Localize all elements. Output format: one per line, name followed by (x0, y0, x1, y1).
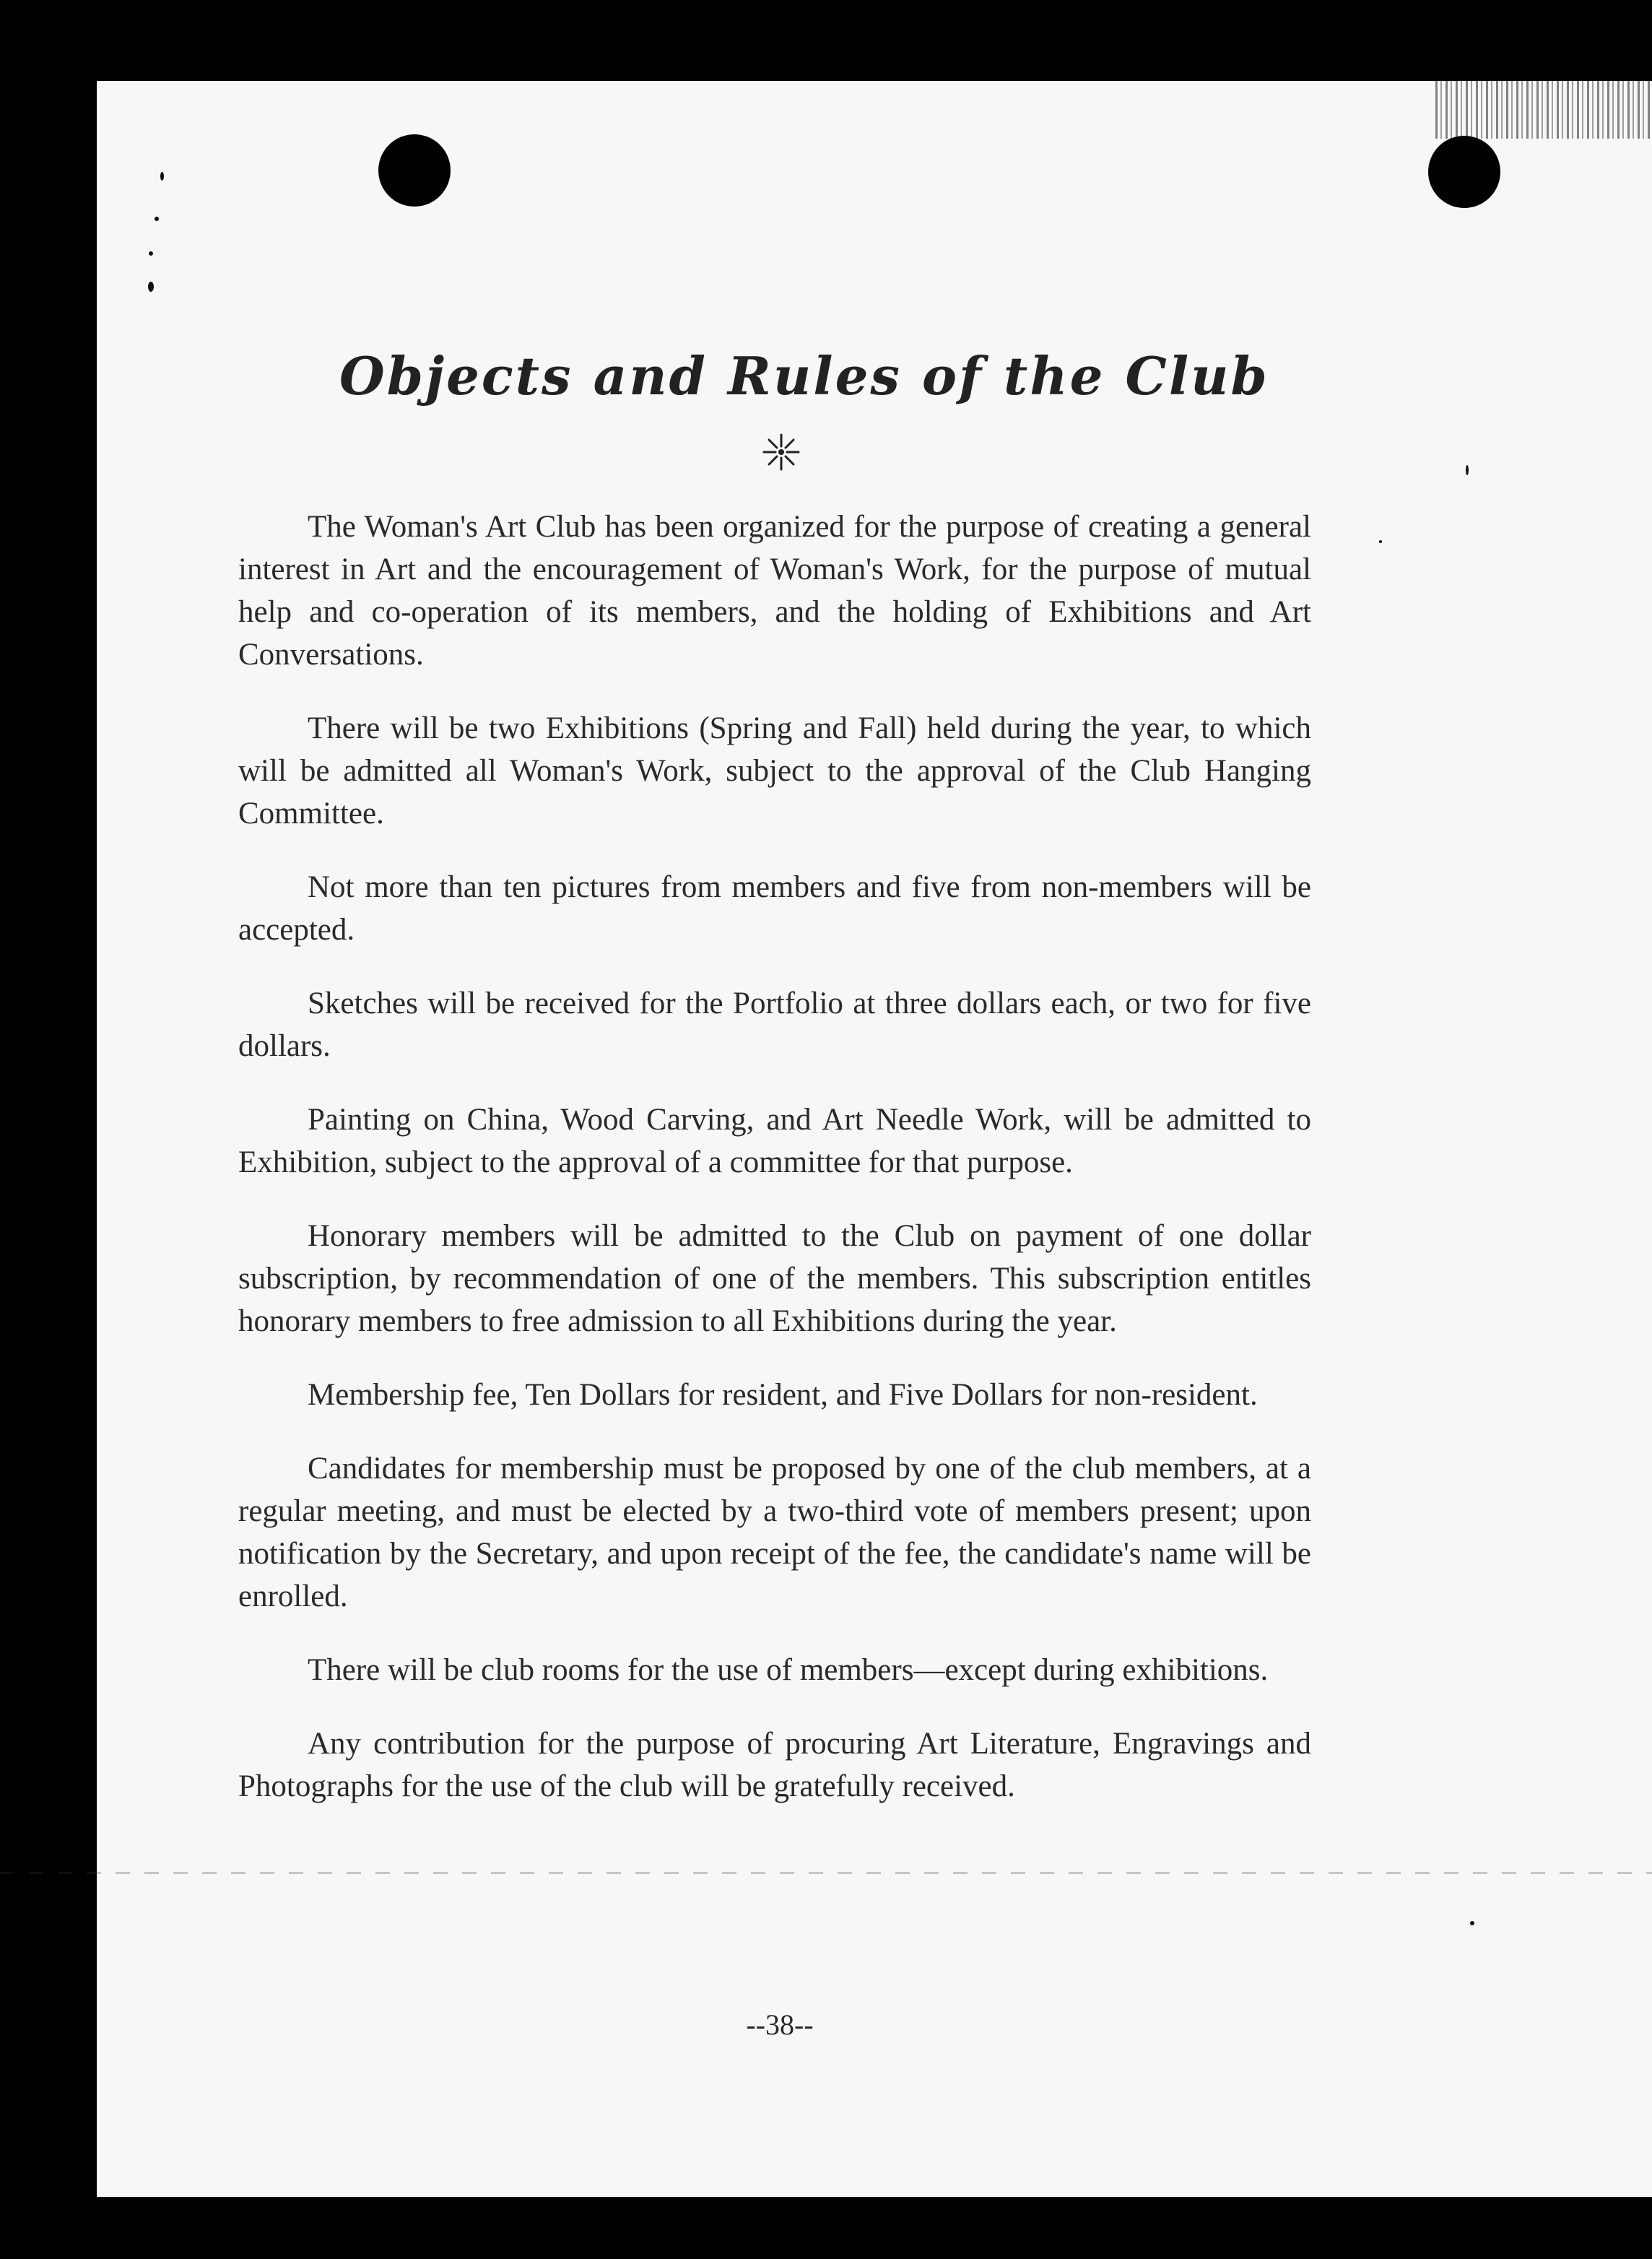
punch-hole-right (1428, 136, 1500, 208)
paragraph-honorary-members: Honorary members will be admitted to the Club on payment of one dollar subscription, by recommendation of one of the members. This subscription entitles honorary members to free admission to all Exhibitions during the year. (238, 1219, 1311, 1338)
paragraph-exhibitions: There will be two Exhibitions (Spring and Fall) held during the year, to which will be admitted all Woman's Work, subject to the approval of the Club Hanging Committee. (238, 711, 1311, 831)
paragraph-crafts: Painting on China, Wood Carving, and Art Needle Work, will be admitted to Exhibition, subject to the approval of a committee for that purpose. (238, 1103, 1311, 1179)
margin-speck (1466, 465, 1469, 475)
page-number: --38-- (746, 2008, 814, 2041)
paragraph-contributions: Any contribution for the purpose of procuring Art Literature, Engravings and Photographs for the use of the club will be gratefully received. (238, 1727, 1311, 1803)
margin-speck (1470, 1921, 1474, 1925)
paragraph-purpose: The Woman's Art Club has been organized for the purpose of creating a general interest in Art and the encouragement of Woman's Work, for the purpose of mutual help and co-operation of its members, and the holding of Exhibitions and Art Conversations. (238, 510, 1311, 672)
margin-speck (149, 251, 153, 256)
paragraph-picture-limit: Not more than ten pictures from members and five from non-members will be accepted. (238, 870, 1311, 947)
scan-noise (1435, 81, 1652, 139)
paragraph-membership-fee: Membership fee, Ten Dollars for resident, and Five Dollars for non-resident. (308, 1378, 1258, 1412)
rules-text (238, 506, 1311, 1839)
margin-speck (1379, 540, 1382, 543)
paragraph-club-rooms: There will be club rooms for the use of members—except during exhibitions. (308, 1653, 1269, 1687)
flower-ornament-icon (760, 430, 803, 474)
paragraph-sketches: Sketches will be received for the Portfolio at three dollars each, or two for five dollars. (238, 987, 1311, 1063)
margin-speck (155, 217, 159, 221)
margin-speck (160, 172, 164, 181)
paragraph-candidates: Candidates for membership must be proposed by one of the club members, at a regular meeting, and must be elected by a two-third vote of members present; upon notification by the Secretary, and upon receipt of the fee, the candidate's name will be enrolled. (238, 1452, 1311, 1613)
page-title: Objects and Rules of the Club (339, 345, 1269, 407)
punch-hole-left (378, 134, 451, 207)
scan-shadow-line (0, 1872, 1652, 1874)
margin-speck (148, 282, 154, 292)
